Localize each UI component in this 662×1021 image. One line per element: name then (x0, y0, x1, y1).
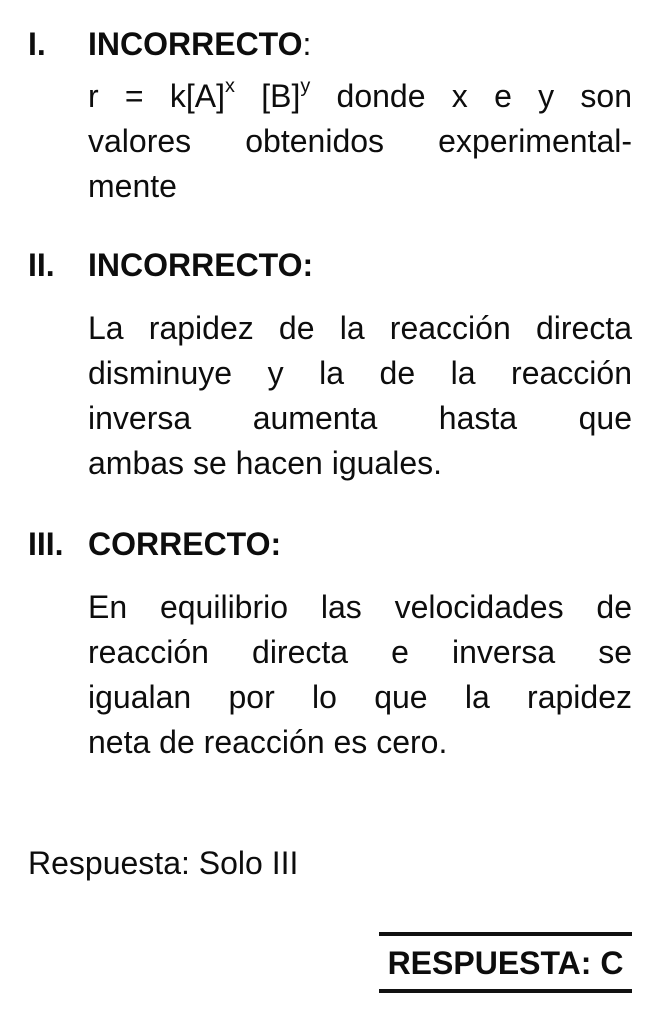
text-line: igualan por lo que la rapidez (88, 679, 632, 715)
text-line: valores obtenidos experimental- (88, 123, 632, 159)
statement-heading-2 (28, 243, 632, 288)
verdict-label-1 (88, 22, 311, 67)
text-line: inversa aumenta hasta que (88, 400, 632, 436)
verdict-text-3: CORRECTO (88, 526, 271, 562)
statement-body-2 (88, 306, 632, 486)
verdict-colon-1: : (302, 26, 312, 62)
statement-heading-1 (28, 22, 632, 67)
text-line: disminuye y la de la reacción (88, 355, 632, 391)
statement-heading-3 (28, 522, 632, 567)
text-line: ambas se hacen iguales. (88, 445, 442, 481)
text-line: $r = k[A]^x$ $[B]^y$ donde x e y son (88, 74, 633, 114)
statement-item-3 (28, 522, 632, 765)
statement-item-2 (28, 243, 632, 486)
text-line: mente (88, 168, 177, 204)
final-answer-box (379, 932, 632, 993)
verdict-colon-2: : (302, 247, 314, 283)
text-line: reacción directa e inversa se (88, 634, 632, 670)
item-numeral-3: III. (28, 526, 64, 562)
answer-summary: Respuesta: Solo III (28, 845, 299, 881)
statement-body-3 (88, 585, 632, 765)
verdict-label-3 (88, 522, 281, 567)
verdict-text-1: INCORRECTO (88, 26, 303, 62)
verdict-text-2: INCORRECTO (88, 247, 303, 283)
item-numeral-1: I. (28, 26, 46, 62)
text-line: En equilibrio las velocidades de (88, 589, 632, 625)
final-answer-text: RESPUESTA: C (387, 945, 624, 981)
verdict-label-2 (88, 243, 313, 288)
statement-body-1 (88, 74, 632, 209)
text-line: La rapidez de la reacción directa (88, 310, 632, 346)
text-line: neta de reacción es cero. (88, 724, 448, 760)
item-numeral-2: II. (28, 247, 55, 283)
verdict-colon-3: : (270, 526, 282, 562)
statement-item-1 (28, 22, 632, 209)
